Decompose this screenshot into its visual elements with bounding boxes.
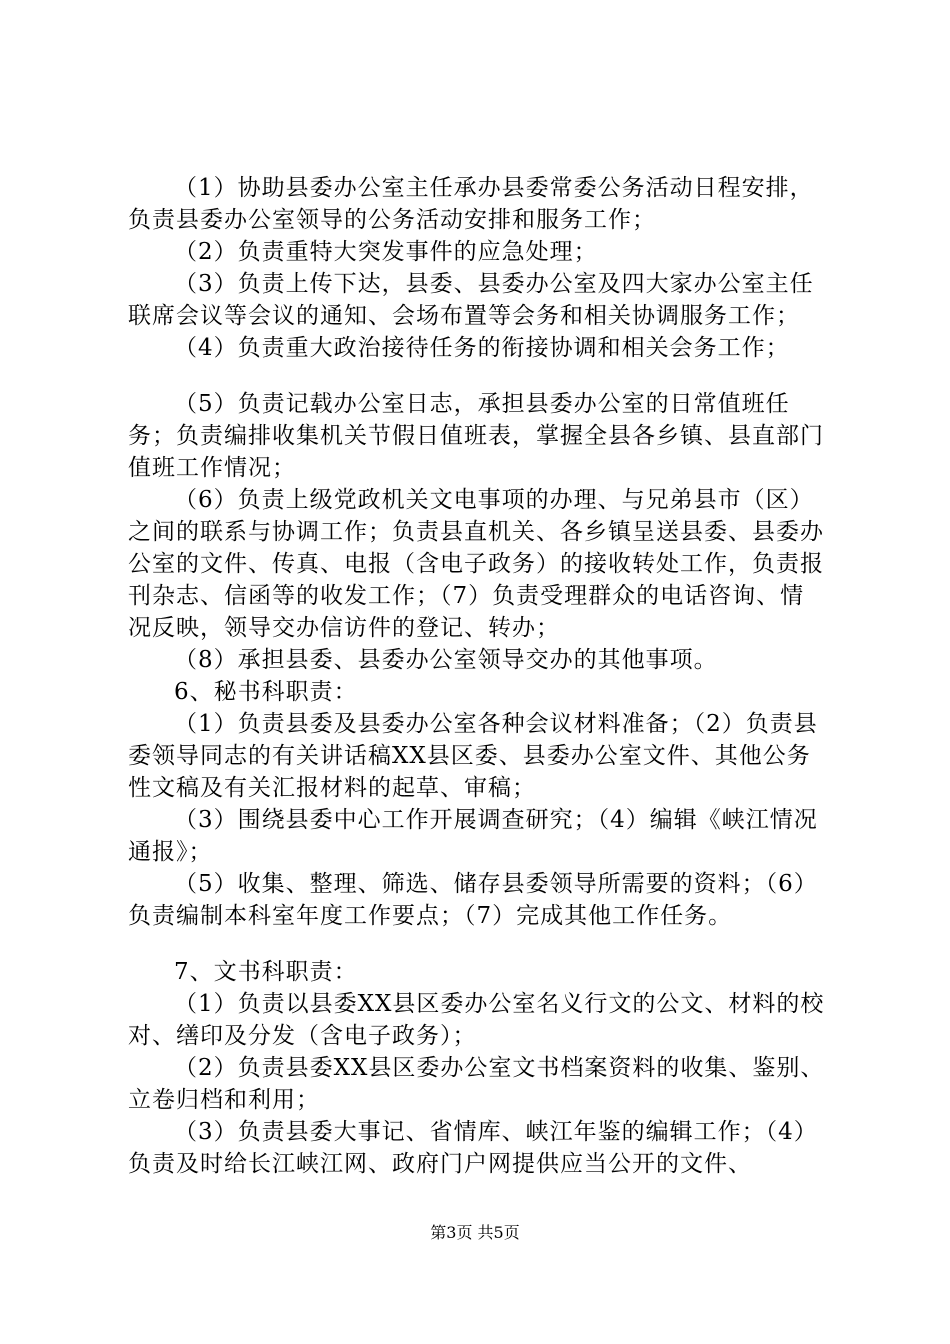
paragraph-3: （3）负责上传下达，县委、县委办公室及四大家办公室主任联席会议等会议的通知、会场布置等会务和相关协调服务工作； bbox=[128, 271, 814, 329]
section-heading-clerical: 7、文书科职责： bbox=[174, 959, 358, 985]
paragraph-11: （5）收集、整理、筛选、储存县委领导所需要的资料；（6）负责编制本科室年度工作要点；（7）完成其他工作任务。 bbox=[128, 871, 818, 929]
paragraph-6: （6）负责上级党政机关文电事项的办理、与兄弟县市（区）之间的联系与协调工作；负责县直机关、各乡镇呈送县委、县委办公室的文件、传真、电报（含电子政务）的接收转处工作，负责报刊杂志、信函等的收发工作；（7）负责受理群众的电话咨询、情况反映，领导交办信访件的登记、转办； bbox=[128, 487, 824, 641]
section-heading-secretary: 6、秘书科职责： bbox=[174, 679, 358, 705]
paragraph-15: （3）负责县委大事记、省情库、峡江年鉴的编辑工作；（4）负责及时给长江峡江网、政府门户网提供应当公开的文件、 bbox=[128, 1119, 818, 1177]
page-number-footer: 第3页 共5页 bbox=[430, 1223, 520, 1242]
document-body bbox=[128, 172, 828, 1180]
paragraph-14: （2）负责县委XX县区委办公室文书档案资料的收集、鉴别、立卷归档和利用； bbox=[128, 1055, 825, 1113]
paragraph-4: （4）负责重大政治接待任务的衔接协调和相关会务工作； bbox=[174, 335, 790, 361]
paragraph-7: （8）承担县委、县委办公室领导交办的其他事项。 bbox=[174, 647, 718, 673]
paragraph-2: （2）负责重特大突发事件的应急处理； bbox=[174, 239, 598, 265]
paragraph-9: （1）负责县委及县委办公室各种会议材料准备；（2）负责县委领导同志的有关讲话稿XX县区委、县委办公室文件、其他公务性文稿及有关汇报材料的起草、审稿； bbox=[128, 711, 818, 801]
paragraph-13: （1）负责以县委XX县区委办公室名义行文的公文、材料的校对、缮印及分发（含电子政务）； bbox=[128, 991, 825, 1049]
paragraph-5: （5）负责记载办公室日志，承担县委办公室的日常值班任务；负责编排收集机关节假日值班表，掌握全县各乡镇、县直部门值班工作情况； bbox=[128, 391, 824, 481]
paragraph-1: （1）协助县委办公室主任承办县委常委公务活动日程安排，负责县委办公室领导的公务活动安排和服务工作； bbox=[128, 175, 814, 233]
paragraph-10: （3）围绕县委中心工作开展调查研究；（4）编辑《峡江情况通报》； bbox=[128, 807, 818, 865]
